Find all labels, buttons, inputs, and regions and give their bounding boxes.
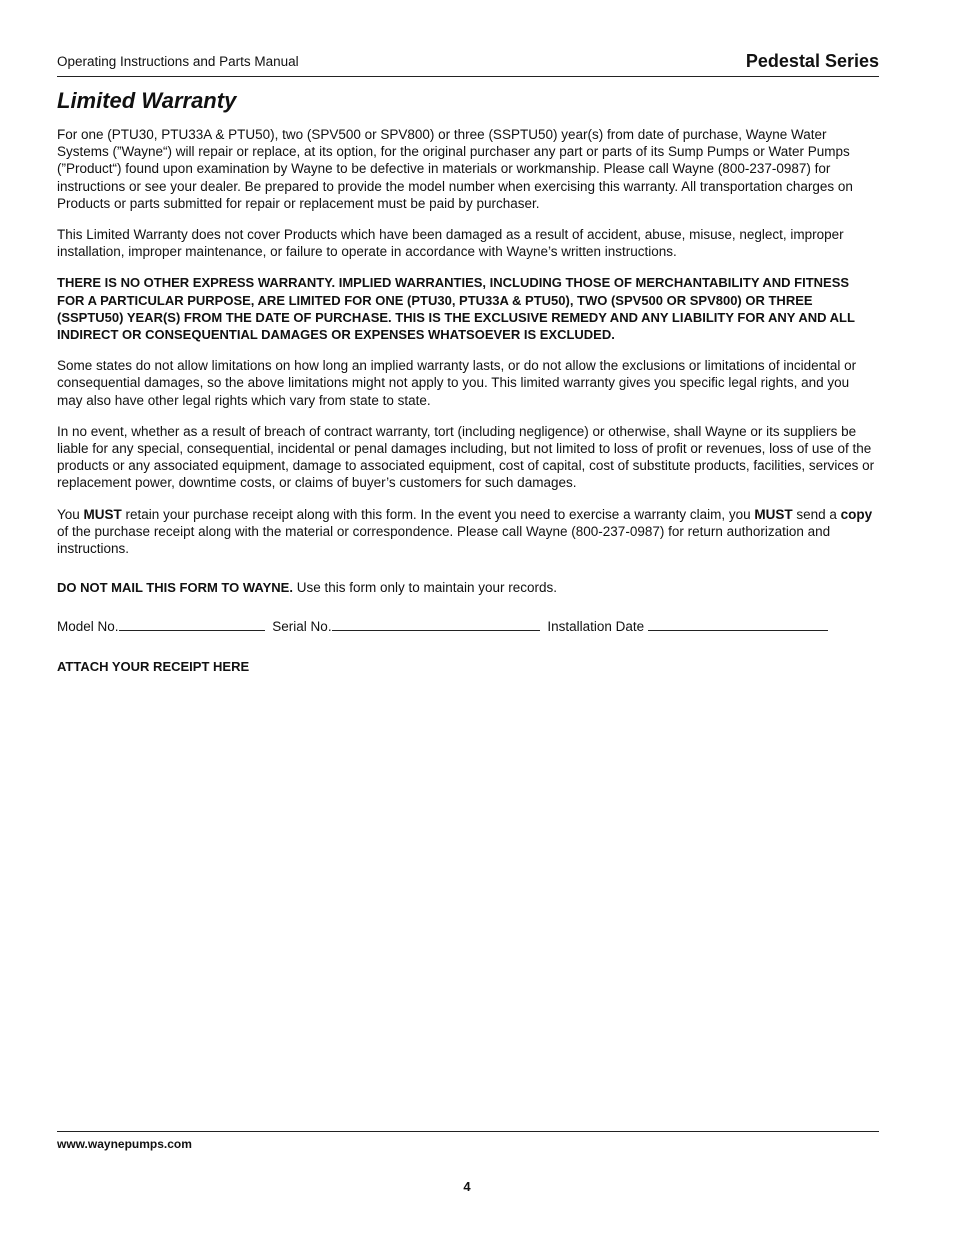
implied-warranty-paragraph: THERE IS NO OTHER EXPRESS WARRANTY. IMPLIED WARRANTIES, INCLUDING THOSE OF MERCHANTABILITY AND FITNESS FOR A PARTICULAR PURPOSE, ARE LIMITED FOR ONE (PTU30, PTU33A & PTU50), TWO (SPV500 OR SPV800) OR THREE (SSPTU50) YEAR(S) FROM THE DATE OF PURCHASE. THIS IS THE EXCLUSIVE REMEDY AND ANY LIABILITY FOR ANY AND ALL INDIRECT OR CONSEQUENTIAL DAMAGES OR EXPENSES WHATSOEVER IS EXCLUDED. <box>57 275 855 343</box>
warranty-body <box>57 126 877 675</box>
warranty-coverage-paragraph: For one (PTU30, PTU33A & PTU50), two (SPV500 or SPV800) or three (SSPTU50) year(s) from date of purchase, Wayne Water Systems (”Wayne“) will repair or replace, at its option, for the original purchaser any part or parts of its Sump Pumps or Water Pumps (”Product“) found upon examination by Wayne to be defective in materials or workmanship. Please call Wayne (800-237-0987) for instructions or see your dealer. Be prepared to provide the model number when exercising this warranty. All transportation charges on Products or parts submitted for repair or replacement must be paid by purchaser. <box>57 127 853 211</box>
installation-date-line[interactable] <box>648 618 828 631</box>
state-rights-paragraph: Some states do not allow limitations on how long an implied warranty lasts, or do not allow the exclusions or limitations of incidental or consequential damages, so the above limitations might not apply to you. This limited warranty gives you specific legal rights, and you may also have other legal rights which vary from state to state. <box>57 358 857 408</box>
series-title: Pedestal Series <box>745 51 879 71</box>
page-number: 4 <box>463 1179 471 1194</box>
do-not-mail-notice: DO NOT MAIL THIS FORM TO WAYNE. <box>57 580 293 596</box>
page-header <box>57 50 879 77</box>
records-note: Use this form only to maintain your records. <box>292 580 558 596</box>
must-emphasis: MUST <box>83 506 122 522</box>
do-not-mail-paragraph <box>57 579 877 596</box>
receipt-text-c: retain your purchase receipt along with this form. In the event you need to exercise a warranty claim, you <box>121 506 755 522</box>
model-number-label: Model No. <box>57 619 119 635</box>
receipt-paragraph <box>57 506 877 558</box>
receipt-text-e: send a <box>792 506 841 522</box>
copy-emphasis: copy <box>840 506 873 522</box>
exclusions-paragraph: This Limited Warranty does not cover Products which have been damaged as a result of accident, abuse, misuse, neglect, improper installation, improper maintenance, or failure to operate in accordance with Wayne’s written instructions. <box>57 227 844 260</box>
serial-number-label: Serial No. <box>272 619 332 635</box>
must-emphasis-2: MUST <box>754 506 793 522</box>
footer-divider <box>57 1131 879 1132</box>
liability-paragraph: In no event, whether as a result of breach of contract warranty, tort (including negligence) or otherwise, shall Wayne or its suppliers be liable for any special, consequential, incidental or penal damages including, but not limited to loss of profit or revenues, loss of use of the products or any associated equipment, damage to associated equipment, cost of capital, cost of substitute products, facilities, services or replacement power, downtime costs, or claims of buyer’s customers for such damages. <box>57 423 875 491</box>
serial-number-line[interactable] <box>332 618 540 631</box>
model-number-line[interactable] <box>119 618 265 631</box>
record-fields <box>57 618 877 635</box>
page-title: Limited Warranty <box>57 88 237 113</box>
website-link[interactable]: www.waynepumps.com <box>57 1137 192 1151</box>
installation-date-label: Installation Date <box>547 619 645 635</box>
attach-receipt-heading: ATTACH YOUR RECEIPT HERE <box>57 658 250 674</box>
receipt-text-g: of the purchase receipt along with the material or correspondence. Please call Wayne (800-237-0987) for return authorization and instructions. <box>57 523 831 557</box>
receipt-text-a: You <box>57 506 84 522</box>
manual-title: Operating Instructions and Parts Manual <box>57 54 299 69</box>
